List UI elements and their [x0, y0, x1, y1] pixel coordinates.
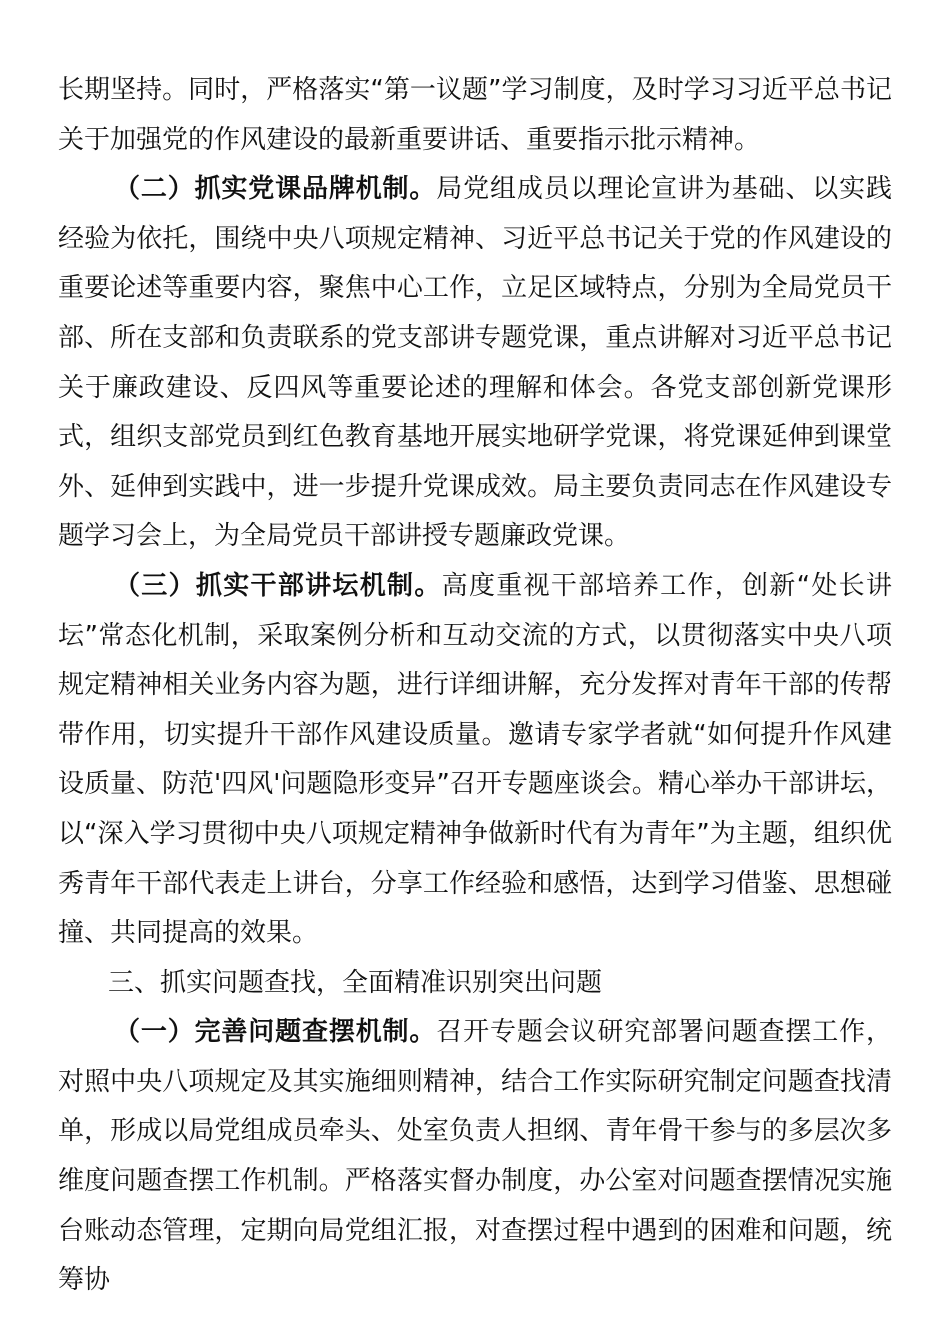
- paragraph-cadre-forum: [58, 562, 892, 959]
- section-heading: [58, 959, 892, 1009]
- paragraph-text: 高度重视干部培养工作，创新“处长讲坛”常态化机制，采取案例分析和互动交流的方式，以贯彻落实中央八项规定精神相关业务内容为题，进行详细讲解，充分发挥对青年干部的传帮带作用，切实提升干部作风建设质量。邀请专家学者就“如何提升作风建设质量、防范'四风'问题隐形变异”召开专题座谈会。精心举办干部讲坛，以“深入学习贯彻中央八项规定精神争做新时代有为青年”为主题，组织优秀青年干部代表走上讲台，分享工作经验和感悟，达到学习借鉴、思想碰撞、共同提高的效果。: [58, 570, 892, 949]
- paragraph-text: 长期坚持。同时，严格落实“第一议题”学习制度，及时学习习近平总书记关于加强党的作风建设的最新重要讲话、重要指示批示精神。: [58, 75, 892, 155]
- paragraph-text: 召开专题会议研究部署问题查摆工作，对照中央八项规定及其实施细则精神，结合工作实际研究制定问题查找清单，形成以局党组成员牵头、处室负责人担纲、青年骨干参与的多层次多维度问题查摆工作机制。严格落实督办制度，办公室对问题查摆情况实施台账动态管理，定期向局党组汇报，对查摆过程中遇到的困难和问题，统筹协: [58, 1017, 892, 1296]
- paragraph-lead: （一）完善问题查摆机制。: [114, 1017, 437, 1048]
- paragraph-party-lecture: [58, 165, 892, 562]
- paragraph-lead: （二）抓实党课品牌机制。: [114, 174, 437, 205]
- section-heading-text: 三、抓实问题查找，全面精准识别突出问题: [108, 967, 603, 998]
- document-page: [58, 66, 892, 1306]
- paragraph-lead: （三）抓实干部讲坛机制。: [114, 570, 442, 601]
- paragraph-problem-check: [58, 1008, 892, 1306]
- paragraph-continuation: [58, 66, 892, 165]
- paragraph-text: 局党组成员以理论宣讲为基础、以实践经验为依托，围绕中央八项规定精神、习近平总书记关于党的作风建设的重要论述等重要内容，聚焦中心工作，立足区域特点，分别为全局党员干部、所在支部和负责联系的党支部讲专题党课，重点讲解对习近平总书记关于廉政建设、反四风等重要论述的理解和体会。各党支部创新党课形式，组织支部党员到红色教育基地开展实地研学党课，将党课延伸到课堂外、延伸到实践中，进一步提升党课成效。局主要负责同志在作风建设专题学习会上，为全局党员干部讲授专题廉政党课。: [58, 174, 892, 552]
